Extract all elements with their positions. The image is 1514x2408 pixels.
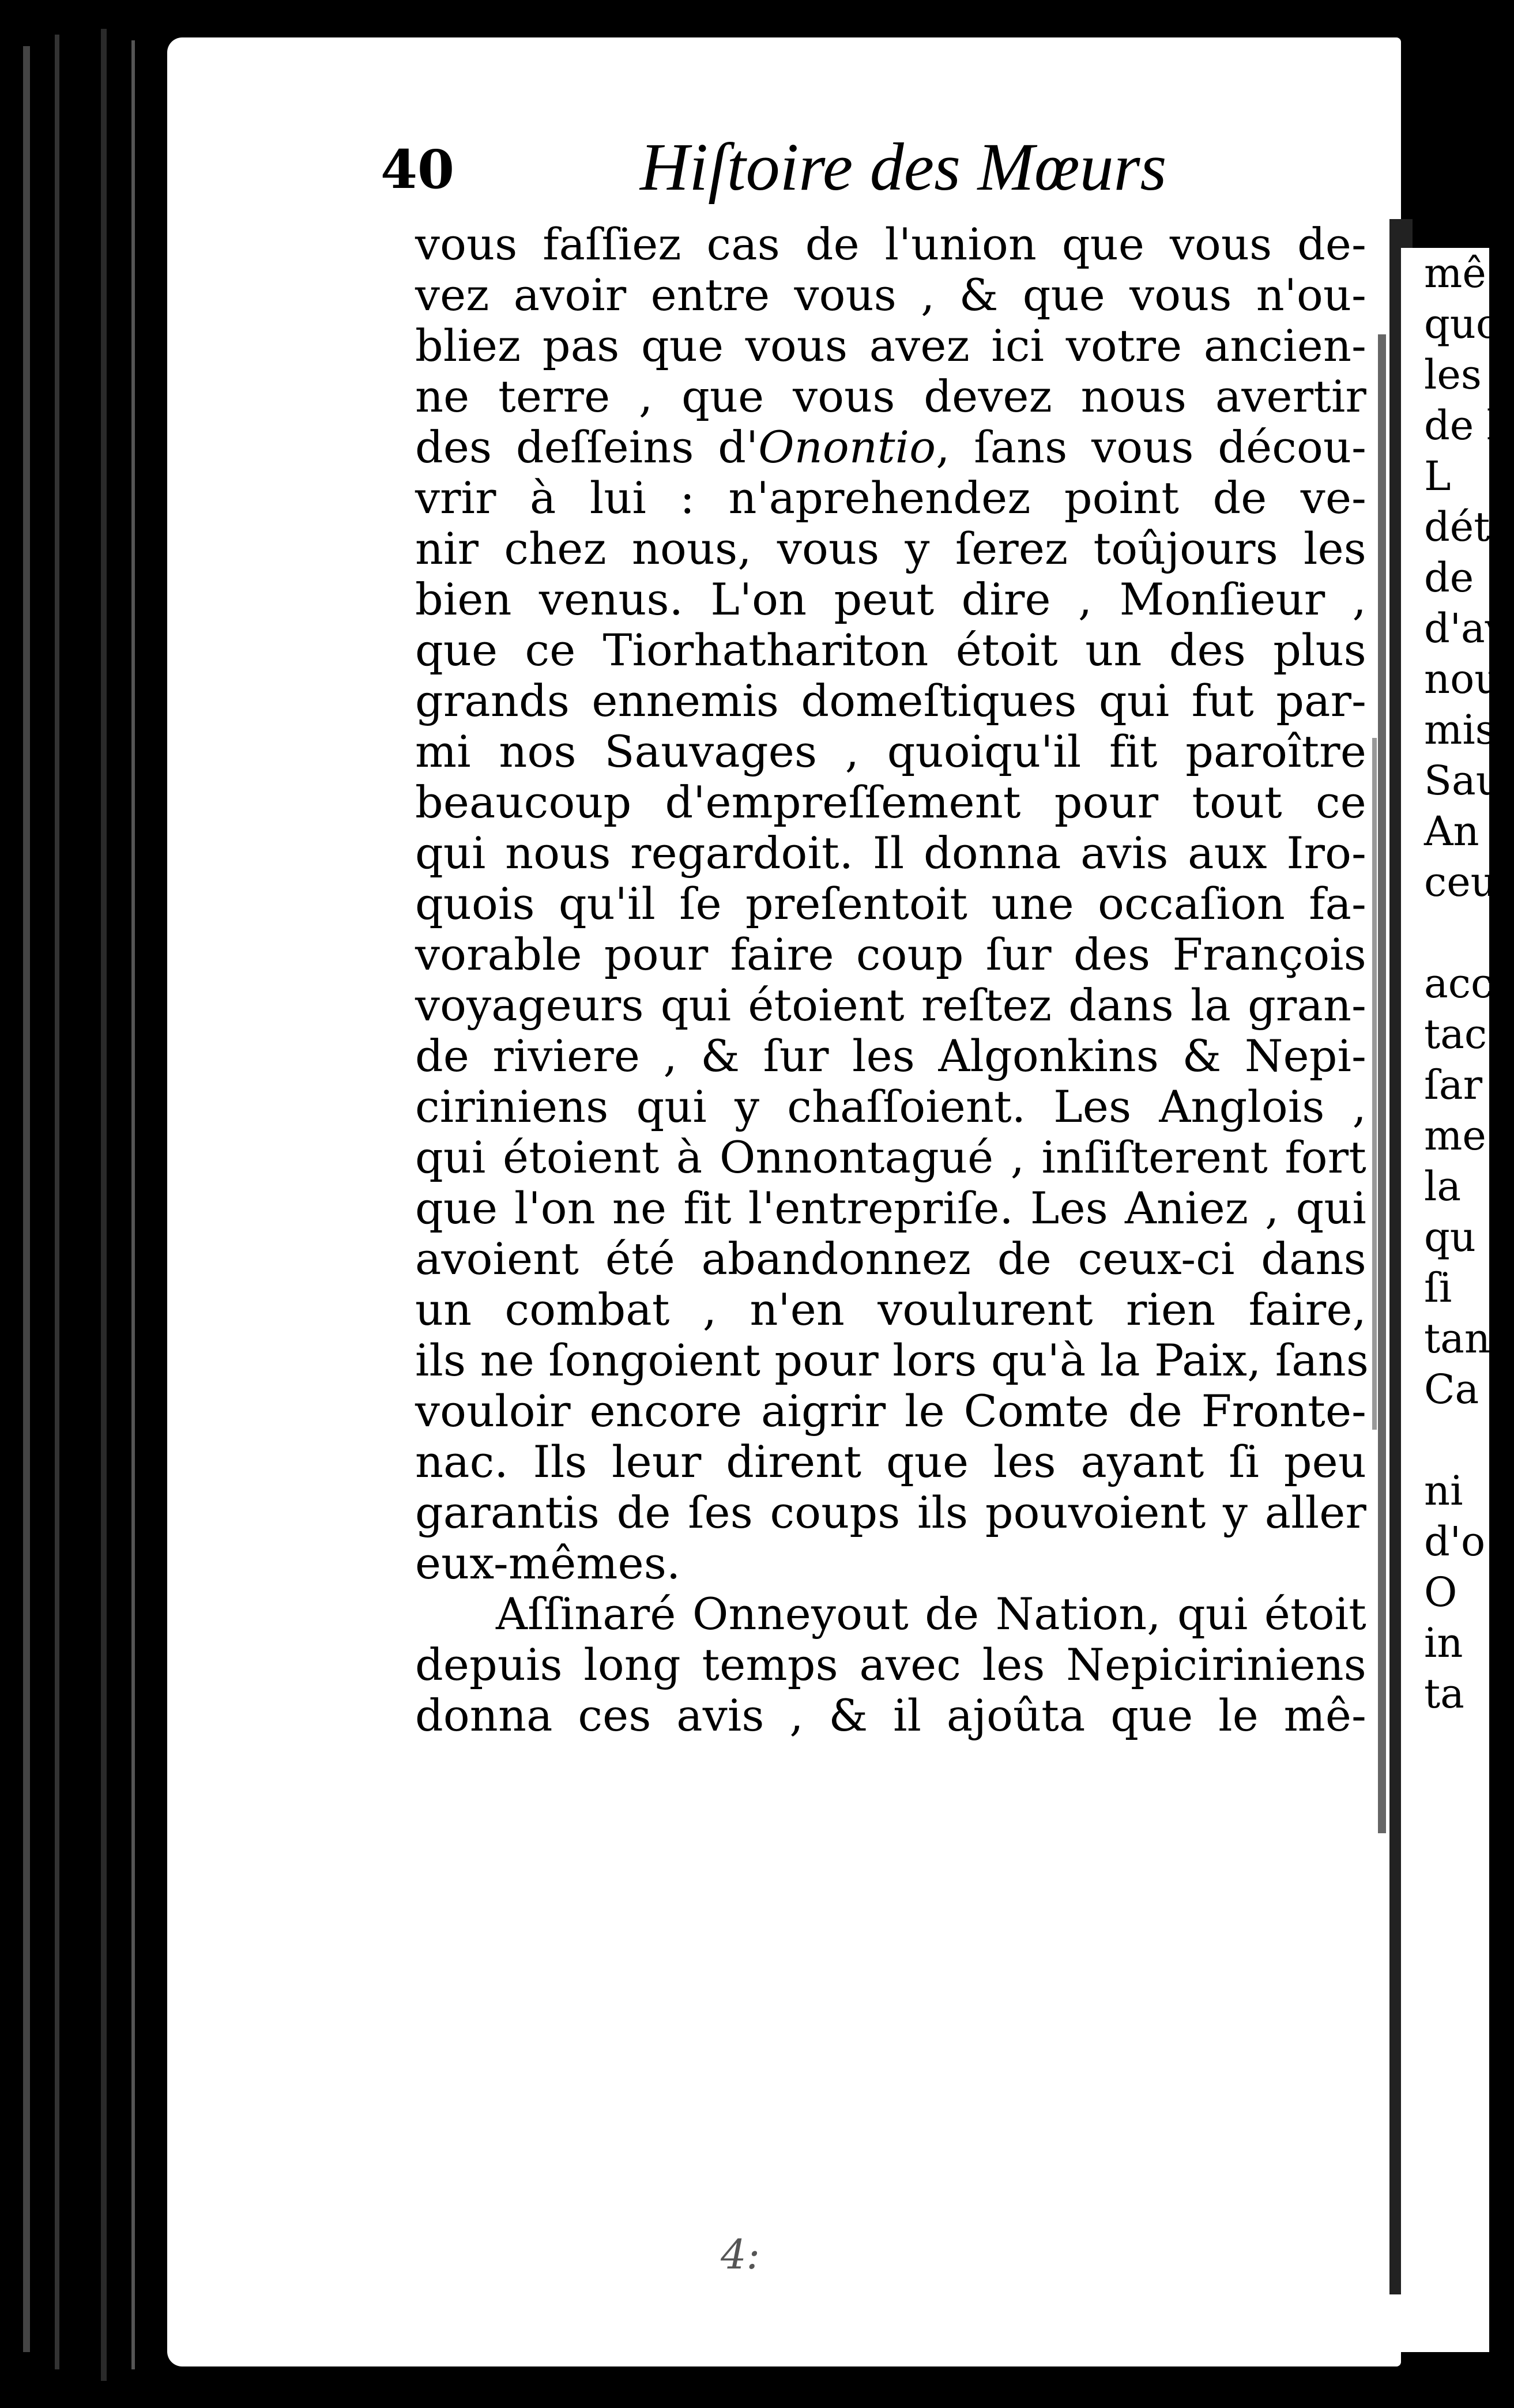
facing-fragment: les [1424,351,1482,398]
text-line-5-start: des deſſeins d' [415,421,759,473]
facing-fragment: tan [1424,1315,1490,1362]
facing-fragment [1401,907,1489,958]
facing-fragment: d'av [1424,605,1508,652]
text-line-25: nac. Ils leur dirent que les ayant ſi peu [415,1436,1366,1487]
facing-page-edge [1401,248,1514,2352]
facing-fragment: L [1424,453,1451,500]
facing-fragment: ſar [1424,1061,1483,1109]
facing-fragment: ſi [1424,1264,1452,1312]
facing-fragment: ta [1424,1670,1464,1717]
body-text [415,218,1369,1741]
text-line-10: grands ennemis domeſtiques qui fut par- [415,675,1366,726]
facing-fragment: déta [1424,503,1514,551]
facing-fragment: O [1424,1569,1457,1616]
text-line-1: vous faſſiez cas de l'union que vous de- [415,218,1366,270]
text-line-18: ciriniens qui y chaſſoient. Les Anglois , [415,1081,1366,1132]
facing-fragment: qu [1424,1214,1476,1261]
text-line-2: vez avoir entre vous , & que vous n'ou- [415,269,1366,321]
facing-fragment: in [1424,1619,1463,1667]
text-line-4: ne terre , que vous devez nous avertir [415,371,1366,422]
text-line-26: garantis de ſes coups ils pouvoient y aller [415,1487,1366,1538]
text-line-12: beaucoup d'empreſſement pour tout ce [415,777,1366,828]
text-line-27: eux-mêmes. [415,1537,681,1589]
facing-fragment: Sau [1424,757,1502,804]
italic-name-onontio: Onontio [758,421,936,473]
facing-fragment: la [1424,1163,1462,1210]
facing-fragment: de [1424,554,1474,601]
text-line-22: un combat , n'en voulurent rien faire, [415,1284,1366,1335]
stray-mark: 4: [721,2231,760,2278]
text-line-20: que l'on ne fit l'entrepriſe. Les Aniez , qui [415,1182,1366,1234]
facing-fragment: quo [1424,300,1501,348]
text-line-30: donna ces avis , & il ajoûta que le mê- [415,1690,1366,1741]
facing-fragment: mis [1424,706,1496,753]
text-line-9: que ce Tiorhathariton étoit un des plus [415,624,1366,676]
facing-fragment: An [1424,808,1479,855]
text-line-16: voyageurs qui étoient reſtez dans la gran- [415,979,1366,1031]
facing-fragment: d'o [1424,1518,1486,1565]
running-header [381,128,1361,220]
text-line-17: de riviere , & ſur les Algonkins & Nepi- [415,1030,1366,1081]
facing-fragment: mê [1424,250,1486,297]
text-line-7: nir chez nous, vous y ſerez toûjours les [415,523,1366,574]
facing-fragment [1401,1415,1489,1465]
text-line-5 [415,422,1366,473]
text-line-24: vouloir encore aigrir le Comte de Fronte- [415,1385,1366,1437]
text-line-5-end: , ſans vous décou- [936,421,1367,473]
text-line-28: Aſſinaré Onneyout de Nation, qui étoit [496,1588,1366,1640]
text-line-15: vorable pour faire coup ſur des François [415,929,1366,980]
facing-fragment: tac [1424,1011,1487,1058]
running-title: Hiſtoire des Mœurs [640,129,1167,205]
text-line-29: depuis long temps avec les Nepiciriniens [415,1639,1366,1690]
page-number: 40 [381,138,455,201]
text-line-13: qui nous regardoit. Il donna avis aux Iro- [415,827,1366,879]
text-line-23: ils ne ſongoient pour lors qu'à la Paix, ſans [415,1335,1369,1386]
text-line-6: vrir à lui : n'aprehendez point de ve- [415,472,1366,523]
facing-fragment: acc [1424,960,1494,1007]
text-line-11: mi nos Sauvages , quoiqu'il fit paroître [415,726,1366,777]
facing-fragment: nou [1424,655,1501,703]
facing-fragment: Ca [1424,1366,1479,1413]
facing-fragment: ceu [1424,858,1497,906]
text-line-21: avoient été abandonnez de ceux-ci dans [415,1233,1366,1284]
facing-fragment: de l [1424,402,1500,449]
text-line-19: qui étoient à Onnontagué , inſiſterent fort [415,1132,1366,1183]
text-line-14: quois qu'il ſe preſentoit une occaſion fa- [415,878,1366,929]
facing-fragment: me [1424,1112,1486,1159]
facing-fragment: ni [1424,1467,1463,1514]
text-line-3: bliez pas que vous avez ici votre ancien- [415,320,1366,371]
text-line-8: bien venus. L'on peut dire , Monſieur , [415,574,1366,625]
